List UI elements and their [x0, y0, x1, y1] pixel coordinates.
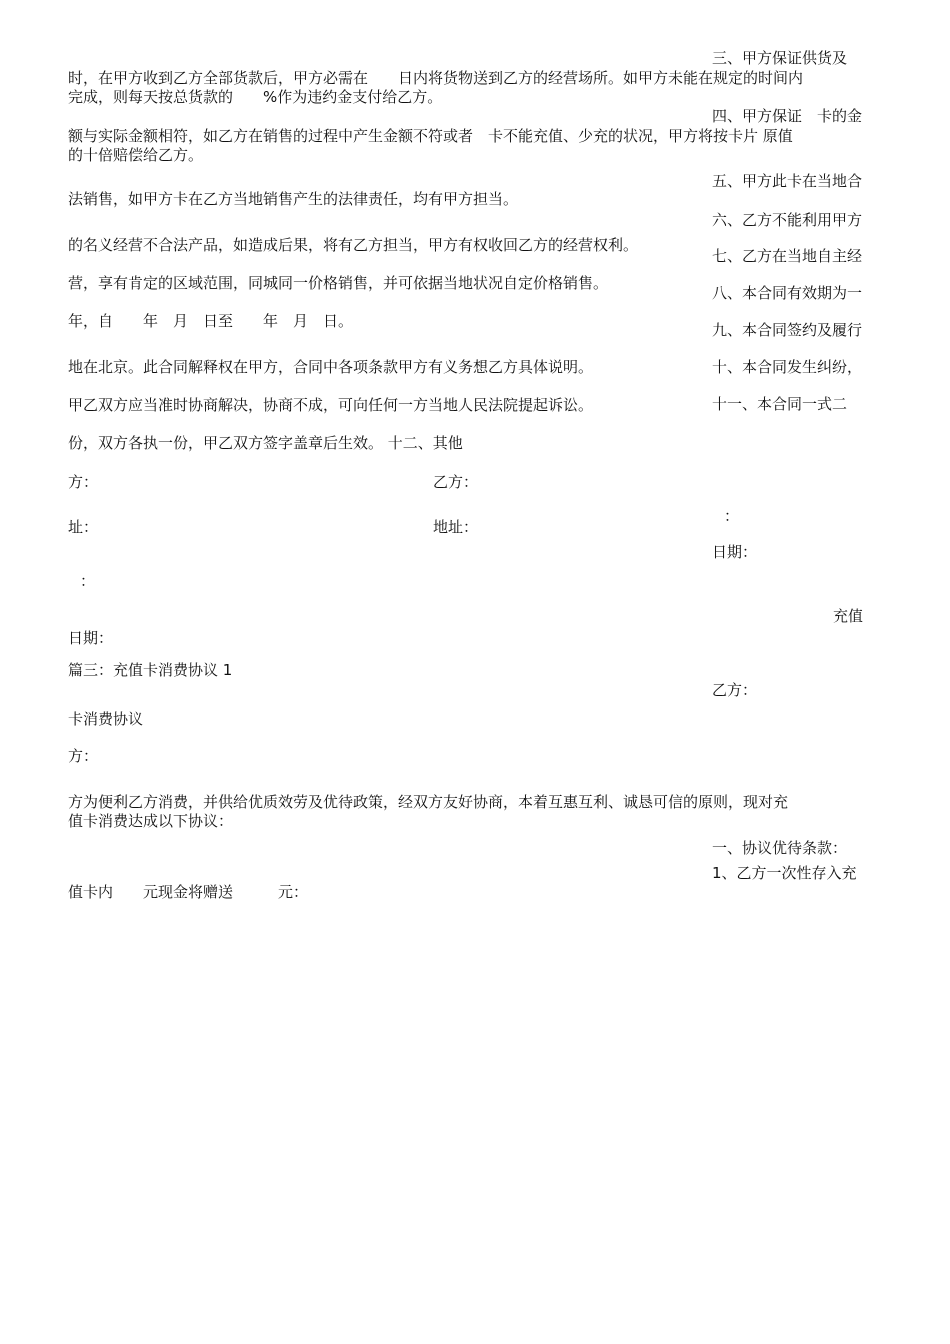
intro-line-1: 方为便利乙方消费，并供给优质效劳及优待政策，经双方友好协商，本着互惠互利、诚恳可信的原则，现对充: [68, 793, 789, 811]
right-recharge-fragment: 充值: [833, 607, 864, 625]
para-2-line-1: 额与实际金额相符，如乙方在销售的过程中产生金额不符或者 卡不能充值、少充的状况，甲方将按卡片 原值: [68, 127, 793, 145]
para-4: 的名义经营不合法产品，如造成后果，将有乙方担当，甲方有权收回乙方的经营权利。: [68, 236, 639, 254]
right-line-clause-10: 十、本合同发生纠纷，: [712, 358, 863, 376]
right-line-clause-3: 三、甲方保证供货及: [712, 49, 848, 67]
para-8: 甲乙双方应当准时协商解决，协商不成，可向任何一方当地人民法院提起诉讼。: [68, 396, 594, 414]
address-b-label: 地址：: [433, 518, 479, 536]
right-date-label: 日期：: [712, 543, 758, 561]
agreement-title: 卡消费协议: [68, 710, 144, 728]
para-1-line-2: 完成，则每天按总货款的 %作为违约金支付给乙方。: [68, 88, 443, 106]
right-clause-1-heading: 一、协议优待条款：: [712, 839, 848, 857]
section-title: 篇三：充值卡消费协议 1: [68, 661, 233, 679]
main-colon: ：: [80, 572, 96, 590]
party-a-label: 方：: [68, 473, 99, 491]
party-b-label: 乙方：: [433, 473, 479, 491]
address-a-label: 址：: [68, 518, 99, 536]
right-line-clause-5: 五、甲方此卡在当地合: [712, 172, 863, 190]
bonus-line: 值卡内 元现金将赠送 元：: [68, 883, 309, 901]
right-line-clause-6: 六、乙方不能利用甲方: [712, 211, 863, 229]
right-party-b-label: 乙方：: [712, 681, 758, 699]
party-a-label-2: 方：: [68, 747, 99, 765]
main-date-label: 日期：: [68, 629, 114, 647]
right-line-clause-11: 十一、本合同一式二: [712, 395, 848, 413]
right-colon: ：: [724, 507, 740, 525]
para-6-validity: 年，自 年 月 日至 年 月 日。: [68, 312, 354, 330]
para-1-line-1: 时，在甲方收到乙方全部货款后，甲方必需在 日内将货物送到乙方的经营场所。如甲方未能在规定的时间内: [68, 69, 804, 87]
para-5: 营，享有肯定的区域范围，同城同一价格销售，并可依据当地状况自定价格销售。: [68, 274, 609, 292]
right-line-clause-4: 四、甲方保证 卡的金: [712, 107, 863, 125]
para-9: 份，双方各执一份，甲乙双方签字盖章后生效。 十二、其他: [68, 434, 463, 452]
intro-line-2: 值卡消费达成以下协议：: [68, 812, 234, 830]
right-line-clause-7: 七、乙方在当地自主经: [712, 247, 863, 265]
right-line-clause-9: 九、本合同签约及履行: [712, 321, 863, 339]
right-line-clause-8: 八、本合同有效期为一: [712, 284, 863, 302]
para-7: 地在北京。此合同解释权在甲方，合同中各项条款甲方有义务想乙方具体说明。: [68, 358, 594, 376]
para-2-line-2: 的十倍赔偿给乙方。: [68, 146, 204, 164]
right-clause-1-1: 1、乙方一次性存入充: [712, 864, 857, 882]
para-3: 法销售，如甲方卡在乙方当地销售产生的法律责任，均有甲方担当。: [68, 190, 519, 208]
